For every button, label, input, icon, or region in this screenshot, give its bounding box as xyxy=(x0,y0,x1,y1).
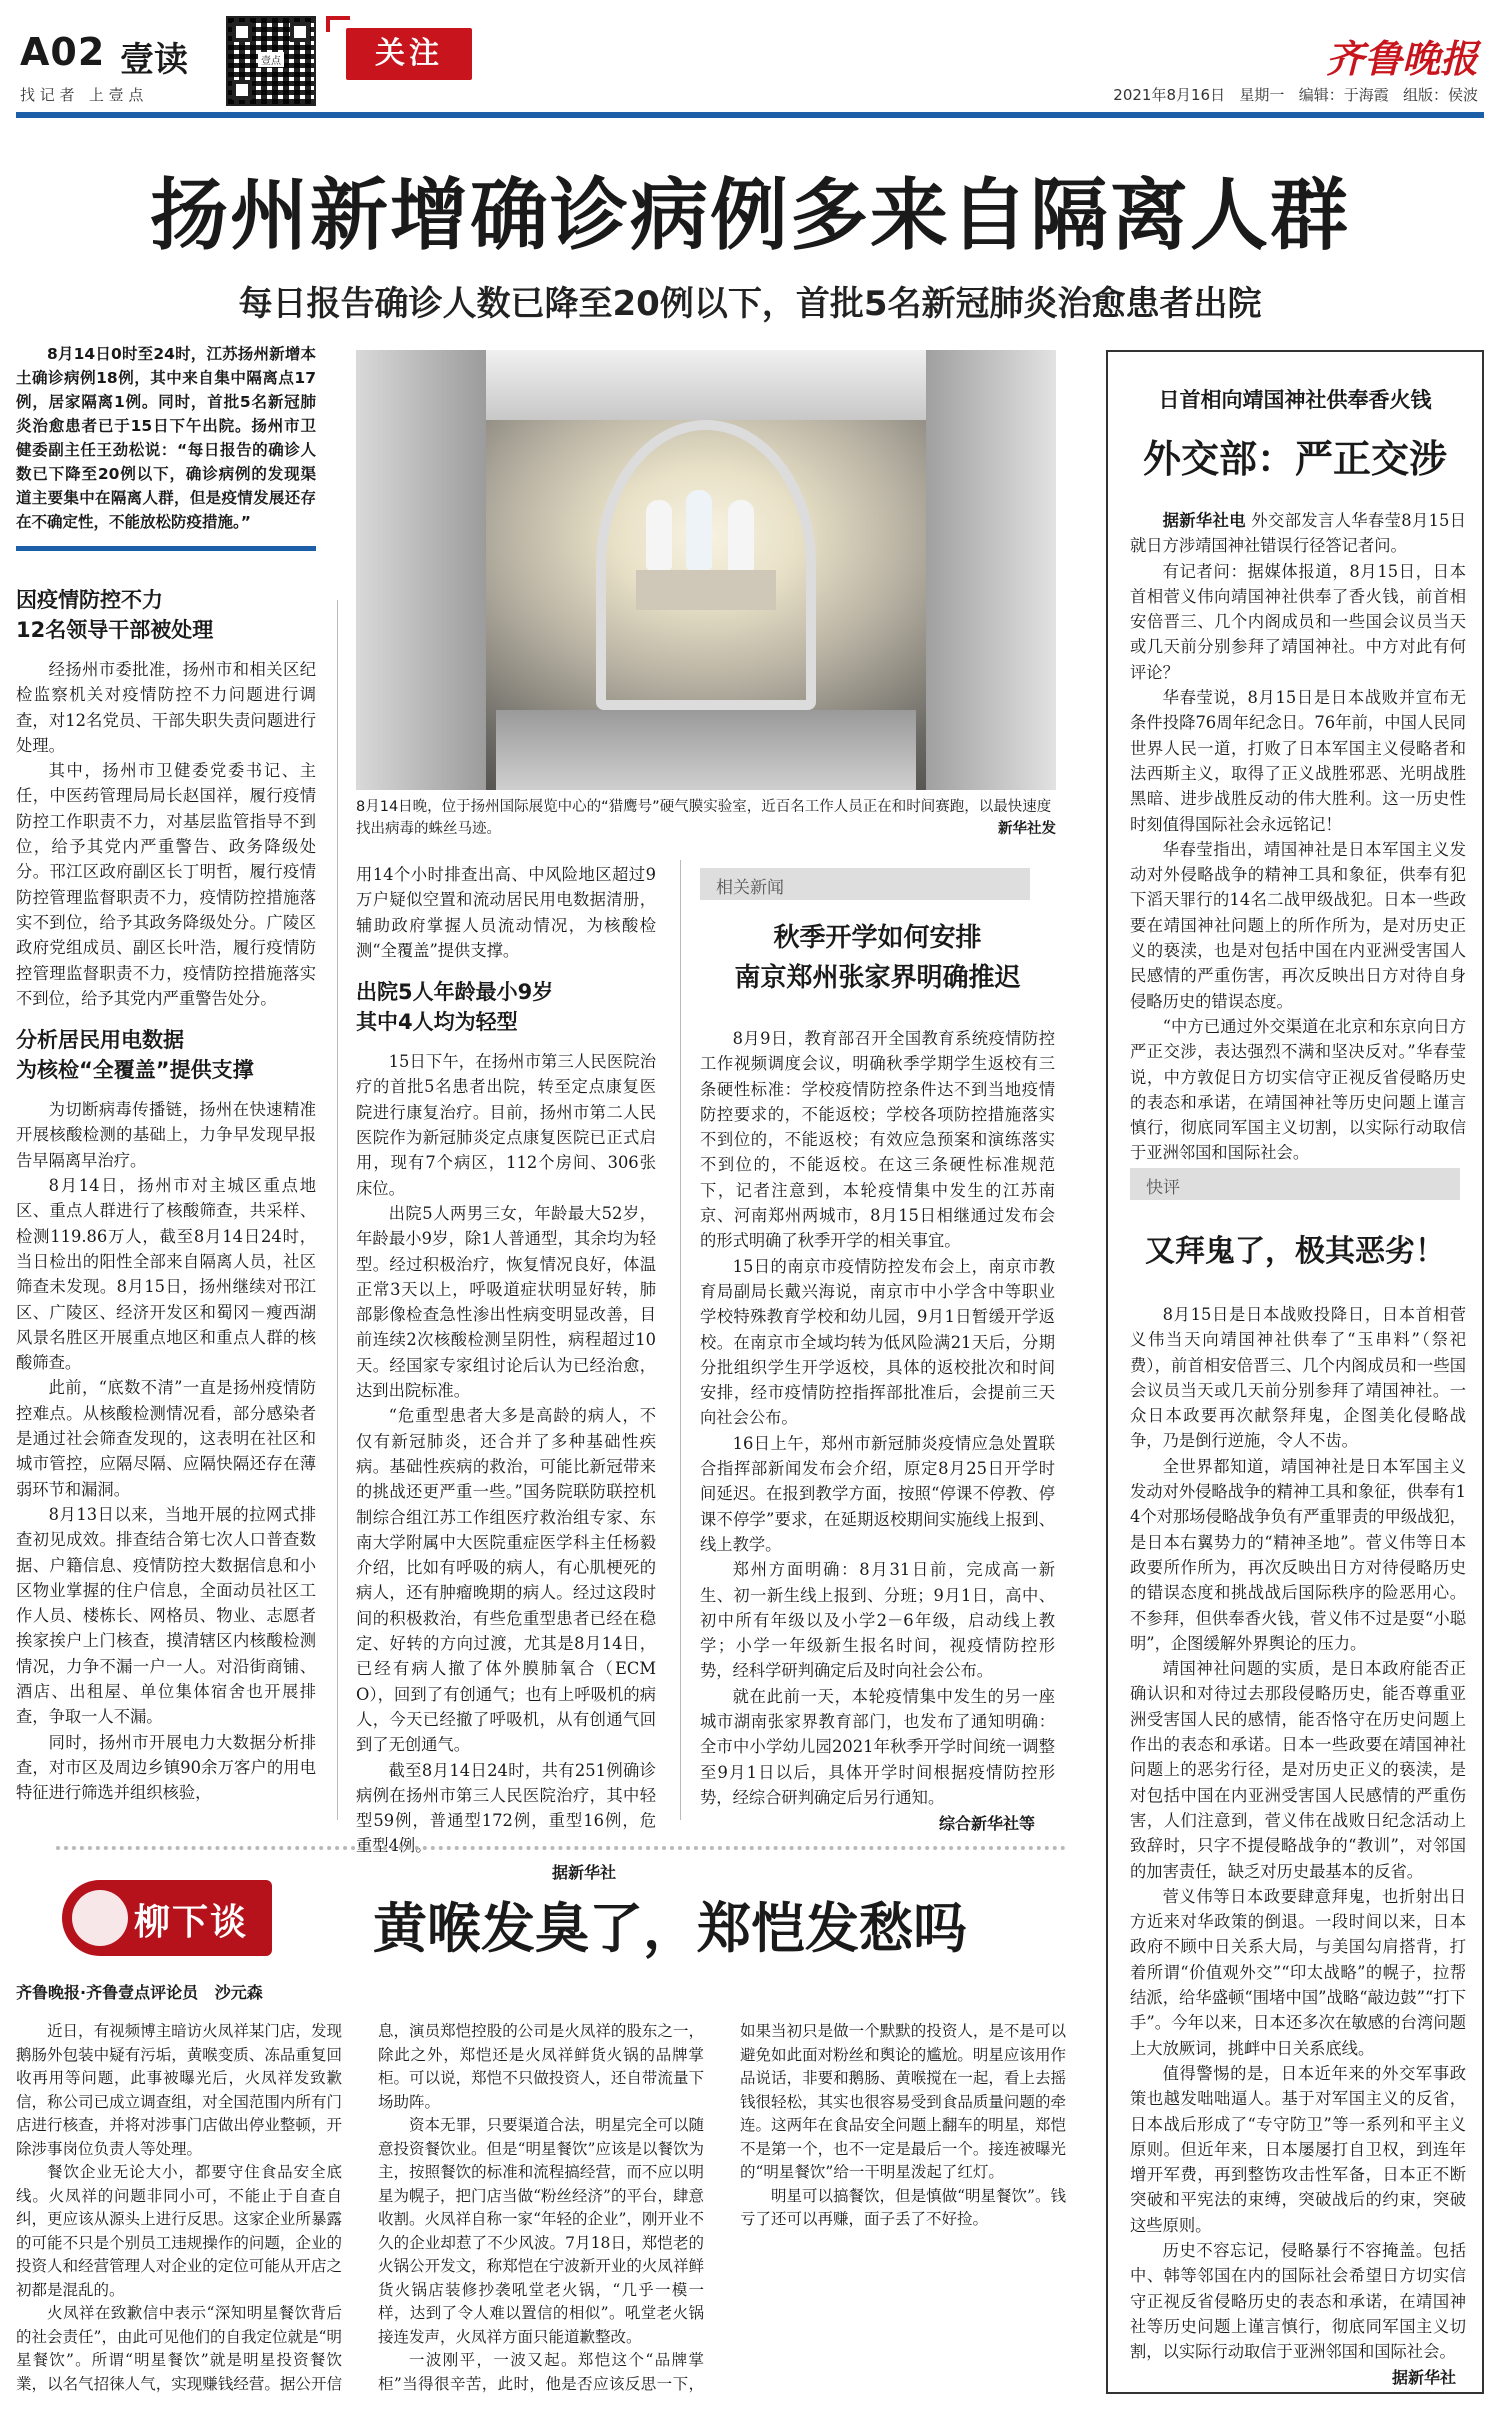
section-3-para: 15日下午，在扬州市第三人民医院治疗的首批5名患者出院，转至定点康复医院进行康复治疗。目前，扬州市第二人民医院作为新冠肺炎定点康复医院已正式启用，现有7个病区，112个房间、306张床位。 xyxy=(356,1052,656,1198)
related-news-tag xyxy=(700,868,1030,900)
column-body xyxy=(16,2020,1066,2400)
column-para: 餐饮企业无论大小，都要守住食品安全底线。火凤祥的问题非同小可，不能止于自查自纠，更应该从源头上进行反思。这家企业所暴露的可能不只是个别员工违规操作的问题，企业的投资人和经营管理人对企业的定位可能从开店之初都是混乱的。 xyxy=(16,2163,342,2299)
section-2-para: 为切断病毒传播链，扬州在快速精准开展核酸检测的基础上，力争早发现早报告早隔离早治疗。 xyxy=(16,1100,316,1170)
section-2-para: 8月14日，扬州市对主城区重点地区、重点人群进行了核酸筛查，共采样、检测119.86万人，截至8月14日24时，当日检出的阳性全部来自隔离人员，社区筛查未发现。8月15日，扬州继续对邗江区、广陵区、经济开发区和蜀冈－瘦西湖风景名胜区开展重点地区和重点人群的核酸筛查。 xyxy=(16,1176,316,1373)
page-header xyxy=(0,0,1500,118)
column-para: 火凤祥在致歉信中表示“深知明星餐饮背后的社会责任”，由此可见他们的自我定位就是“明星餐饮”。所谓“明星餐饮”就是明星投资餐饮業，以名气招徕人气，实现赚钱经营。据公开信息，演员郑恺控股的公司是火凤祥的股东之一，除此之外，郑恺还是火凤祥鲜货火锅的品牌掌柜。可以说，郑恺不只做投资人，还自带流量下场助阵。 xyxy=(16,2022,704,2393)
sidebar-title: 外交部：严正交涉 xyxy=(1142,437,1447,481)
lead-subheadline: 每日报告确诊人数已降至20例以下，首批5名新冠肺炎治愈患者出院 xyxy=(238,284,1262,324)
related-para: 就在此前一天，本轮疫情集中发生的另一座城市湖南张家界教育部门，也发布了通知明确：全市中小学幼儿园2021年秋季开学时间统一调整至9月1日以后，具体开学时间根据疫情防控形势，经综合研判确定后另行通知。 xyxy=(700,1686,1055,1807)
lead-column-2 xyxy=(356,862,656,1882)
tab-text: 关注 xyxy=(375,36,443,71)
column-logo xyxy=(62,1880,272,1956)
related-news-body xyxy=(700,1026,1055,1834)
column-2-continued: 用14个小时排查出高、中风险地区超过9万户疑似空置和流动居民用电数据清册，辅助政府掌握人员流动情况，为核酸检测“全覆盖”提供支撑。 xyxy=(356,865,656,960)
header-rule xyxy=(16,112,1484,118)
column-para: 明星可以搞餐饮，但是慎做“明星餐饮”。钱亏了还可以再赚，面子丢了不好捡。 xyxy=(740,2186,1066,2228)
lead-headline: 扬州新增确诊病例多来自隔离人群 xyxy=(149,171,1350,261)
photo-caption-text: 8月14日晚，位于扬州国际展览中心的“猎鹰号”硬气膜实验室，近百名工作人员正在和时间赛跑，以最快速度找出病毒的蛛丝马迹。 xyxy=(356,799,1052,837)
section-1-para: 经扬州市委批准，扬州市和相关区纪检监察机关对疫情防控不力问题进行调查，对12名党员、干部失职失责问题进行处理。 xyxy=(16,660,316,755)
opinion-credit: 据新华社 xyxy=(1391,2368,1456,2388)
opinion-para: 值得警惕的是，日本近年来的外交军事政策也越发咄咄逼人。基于对军国主义的反省，日本战后形成了“专守防卫”等一系列和平主义原则。但近年来，日本屡屡打自卫权，到连年增开军费，再到整饬攻击性军备，日本正不断突破和平宪法的束缚，突破战后的约束，突破这些原则。 xyxy=(1130,2063,1466,2235)
section-3-para: 出院5人两男三女，年龄最大52岁，年龄最小9岁，除1人普通型，其余均为轻型。经过积极治疗，恢复情况良好，体温正常3天以上，呼吸道症状明显好转，肺部影像检查急性渗出性病变明显改善，目前连续2次核酸检测呈阴性，病程超过10天。经国家专家组讨论后认为已经治愈，达到出院标准。 xyxy=(356,1203,656,1401)
column-byline: 齐鲁晚报·齐鲁壹点评论员 沙元森 xyxy=(16,1983,263,2002)
photo-credit: 新华社发 xyxy=(998,821,1056,837)
related-para: 15日的南京市疫情防控发布会上，南京市教育局副局长戴兴海说，南京市中小学含中等职业学校特殊教育学校和幼儿园，9月1日暂缓开学返校。在南京市全域均转为低风险满21天后，分期分批组织学生开学返校，具体的返校批次和时间安排，经市疫情防控指挥部批准后，会提前三天向社会公布。 xyxy=(700,1256,1055,1428)
column-divider xyxy=(680,860,681,1820)
related-para: 16日上午，郑州市新冠肺炎疫情应急处置联合指挥部新闻发布会介绍，原定8月25日开学时间延迟。在报到教学方面，按照“停课不停教、停课不停学”要求，在延期返校期间实施线上报到、线上教学。 xyxy=(700,1433,1055,1554)
qr-label: 壹点 xyxy=(258,52,284,67)
column-para: 一波刚平，一波又起。郑恺这个“品牌掌柜”当得很辛苦，此时，他是否应该反思一下，如果当初只是做一个默默的投资人，是不是可以避免如此面对粉丝和舆论的尴尬。明星应该用作品说话，非要和鹅肠、黄喉搅在一起，看上去摇钱很轻松，其实也很容易受到食品质量问题的牵连。这两年在食品安全问题上翻车的明星，郑恺不是第一个，也不一定是最后一个。接连被曝光的“明星餐饮”给一干明星泼起了红灯。 xyxy=(378,2022,1066,2393)
opinion-para: 菅义伟等日本政要肆意拜鬼，也折射出日方近来对华政策的倒退。一段时间以来，日本政府不顾中日关系大局，与美国勾肩搭背，打着所谓“价值观外交”“印太战略”的幌子，拉帮结派，给华盛顿“围堵中国”战略“敲边鼓”“打下手”。今年以来，日本还多次在敏感的台湾问题上大放厥词，挑衅中日关系底线。 xyxy=(1130,1886,1466,2058)
related-para: 郑州方面明确：8月31日前，完成高一新生、初一新生线上报到、分班；9月1日，高中、初中所有年级以及小学2－6年级，启动线上教学；小学一年级新生报名时间，视疫情防控形势，经科学研判确定后及时向社会公布。 xyxy=(700,1560,1055,1681)
intro-rule xyxy=(16,546,316,551)
column-logo-text: 柳下谈 xyxy=(134,1902,249,1943)
section-3-title: 出院5人年龄最小9岁 其中4人均为轻型 xyxy=(356,980,554,1035)
sidebar-para: “中方已通过外交渠道在北京和东京向日方严正交涉，表达强烈不满和坚决反对。”华春莹说，中方敦促日方切实信守正视反省侵略历史的表态和承诺，在靖国神社等历史问题上谨言慎行，彻底同军国主义切割，以实际行动取信于亚洲邻国和国际社会。 xyxy=(1130,1016,1466,1163)
opinion-title: 又拜鬼了，极其恶劣！ xyxy=(1145,1234,1445,1269)
related-para: 8月9日，教育部召开全国教育系统疫情防控工作视频调度会议，明确秋季学期学生返校有三条硬性标准：学校疫情防控条件达不到当地疫情防控要求的，不能返校；学校各项防控措施落实不到位的，不能返校；有效应急预案和演练落实不到位的，不能返校。在这三条硬性标准规范下，记者注意到，本轮疫情集中发生的江苏南京、河南郑州两城市，8月15日相继通过发布会的形式明确了秋季开学的相关事宜。 xyxy=(700,1029,1055,1251)
opinion-tag xyxy=(1130,1168,1460,1200)
sidebar-para xyxy=(1130,508,1466,559)
section-name: 壹读 xyxy=(120,40,188,80)
section-3-para: “危重型患者大多是高龄的病人，不仅有新冠肺炎，还合并了多种基础性疾病。基础性疾病的救治，可能比新冠带来的挑战还更严重一些。”国务院联防联控机制综合组江苏工作组医疗救治组专家、东南大学附属中大医院重症医学科主任杨毅介绍，比如有呼吸的病人，有心肌梗死的病人，还有肿瘤晚期的病人。经过这段时间的积极救治，有些危重型患者已经在稳定、好转的方向过渡，尤其是8月14日，已经有病人撤了体外膜肺氧合（ECMO），回到了有创通气；也有上呼吸机的病人，今天已经撤了呼吸机，从有创通气回到了无创通气。 xyxy=(356,1406,656,1755)
lead-photo xyxy=(356,350,1056,790)
sidebar-para: 华春莹指出，靖国神社是日本军国主义发动对外侵略战争的精神工具和象征，供奉有犯下滔天罪行的14名二战甲级战犯。日本一些政要在靖国神社问题上的所作所为，是对历史正义的亵渎，也是对包括中国在内亚洲受害国人民感情的严重伤害，再次反映出日方对待自身侵略历史的错误态度。 xyxy=(1130,839,1466,1011)
sidebar-para: 华春莹说，8月15日是日本战败并宣布无条件投降76周年纪念日。76年前，中国人民同世界人民一道，打败了日本军国主义侵略者和法西斯主义，取得了正义战胜邪恶、光明战胜黑暗、进步战胜反动的伟大胜利。这一历史性时刻值得国际社会永远铭记！ xyxy=(1130,688,1466,834)
opinion-body xyxy=(1130,1302,1466,2390)
column-para: 近日，有视频博主暗访火凤祥某门店，发现鹅肠外包装中疑有污垢，黄喉变质、冻品重复回收再用等问题，此事被曝光后，火凤祥发致歉信，称公司已成立调查组，对全国范围内所有门店进行核查，并将对涉事门店做出停业整顿，开除涉事岗位负责人等处理。 xyxy=(16,2022,342,2158)
column-para: 资本无罪，只要渠道合法，明星完全可以随意投资餐饮业。但是“明星餐饮”应该是以餐饮为主，按照餐饮的标准和流程搞经营，而不应以明星为幌子，把门店当做“粉丝经济”的平台，肆意收割。火凤祥自称一家“年轻的企业”，刚开业不久的企业却惹了不少风波。7月18日，郑恺老的火锅公开发文，称郑恺在宁波新开业的火凤祥鲜货火锅店装修抄袭吼堂老火锅，“几乎一模一样，达到了令人难以置信的相似”。吼堂老火锅接连发声，火凤祥方面只能道歉整改。 xyxy=(378,2116,704,2346)
opinion-para: 8月15日是日本战败投降日，日本首相菅义伟当天向靖国神社供奉了“玉串料”（祭祀费），前首相安倍晋三、几个内阁成员和一些国会议员当天或几天前分别参拜了靖国神社。一众日本政要再次献祭拜鬼，企图美化侵略战争，乃是倒行逆施，令人不齿。 xyxy=(1130,1305,1466,1451)
sidebar-byline: 据新华社电 xyxy=(1162,511,1246,530)
related-news-title: 秋季开学如何安排 南京郑州张家界明确推迟 xyxy=(734,923,1021,993)
column-headline: 黄喉发臭了，郑恺发愁吗 xyxy=(373,1897,967,1960)
section-2-title: 分析居民用电数据 为核检“全覆盖”提供支撑 xyxy=(16,1028,254,1083)
section-3-para: 截至8月14日24时，共有251例确诊病例在扬州市第三人民医院治疗，其中轻型59例，普通型172例，重型16例，危重型4例。 xyxy=(356,1760,656,1856)
opinion-para: 历史不容忘记，侵略暴行不容掩盖。包括中、韩等邻国在内的国际社会希望日方切实信守正视反省侵略历史的表态和承诺，在靖国神社等历史问题上谨言慎行，彻底同军国主义切割，以实际行动取信于亚洲邻国和国际社会。 xyxy=(1130,2240,1466,2362)
opinion-tag-text: 快评 xyxy=(1146,1178,1180,1198)
page-number: A02 xyxy=(20,30,106,74)
section-1-para: 其中，扬州市卫健委党委书记、主任，中医药管理局局长赵国祥，履行疫情防控工作职责不力，对基层监管指导不到位，给予其党内严重警告、政务降级处分。邗江区政府副区长丁明哲，履行疫情防控管理监督职责不力，疫情防控措施落实不到位，给予其政务降级处分。广陵区政府党组成员、副区长叶浩，履行疫情防控管理监督职责不力，疫情防控措施落实不到位，给予其党内严重警告处分。 xyxy=(16,761,316,1008)
sidebar-kicker: 日首相向靖国神社供奉香火钱 xyxy=(1158,388,1432,412)
header-slogan: 找 记 者 上 壹 点 xyxy=(20,86,144,104)
section-2-para: 同时，扬州市开展电力大数据分析排查，对市区及周边乡镇90余万客户的用电特征进行筛选并组织核验， xyxy=(16,1732,316,1803)
sidebar-lead-text: 外交部发言人华春莹8月15日就日方涉靖国神社错误行径答记者问。 xyxy=(1130,511,1466,556)
paper-name-logo: 齐鲁晚报 xyxy=(1325,36,1478,81)
column-top-rule xyxy=(56,1846,1066,1850)
related-news-tag-text: 相关新闻 xyxy=(716,878,784,898)
date-line: 2021年8月16日 星期一 编辑：于海霞 组版：侯波 xyxy=(1113,86,1478,104)
photo-caption xyxy=(356,796,1056,840)
qr-code[interactable] xyxy=(226,16,316,106)
lead-intro: 8月14日0时至24时，江苏扬州新增本土确诊病例18例，其中来自集中隔离点17例，居家隔离1例。同时，首批5名新冠肺炎治愈患者已于15日下午出院。扬州市卫健委副主任王劲松说：“每日报告的确诊人数已下降至20例以下，确诊病例的发现渠道主要集中在隔离人群，但是疫情发展还存在不确定性，不能放松防疫措施。” xyxy=(16,345,316,531)
sidebar-para: 有记者问：据媒体报道，8月15日，日本首相菅义伟向靖国神社供奉了香火钱，前首相安倍晋三、几个内阁成员和一些国会议员当天或几天前分别参拜了靖国神社。中方对此有何评论？ xyxy=(1130,561,1466,682)
column-divider xyxy=(337,600,338,1820)
lead-column-1 xyxy=(16,342,316,1817)
opinion-para: 靖国神社问题的实质，是日本政府能否正确认识和对待过去那段侵略历史，能否尊重亚洲受害国人民的感情，能否恪守在历史问题上作出的表态和承诺。日本一些政要在靖国神社问题上的恶劣行径，是对历史正义的亵渎，是对包括中国在内亚洲受害国人民感情的严重伤害，人们注意到，菅义伟在战败日纪念活动上致辞时，只字不提侵略战争的“教训”，对邻国的加害责任，缺乏对历史最基本的反省。 xyxy=(1130,1659,1466,1881)
lead-credit: 据新华社 xyxy=(551,1862,616,1882)
tab-label xyxy=(346,28,472,80)
opinion-para: 全世界都知道，靖国神社是日本军国主义发动对外侵略战争的精神工具和象征，供奉有14个对那场侵略战争负有严重罪责的甲级战犯，是日本右翼势力的“精神圣地”。菅义伟等日本政要所作所为，再次反映出日方对待侵略历史的错误态度和挑战战后国际秩序的险恶用心。不参拜，但供奉香火钱，菅义伟不过是耍“小聪明”，企图缓解外界舆论的压力。 xyxy=(1130,1456,1466,1653)
section-2-para: 8月13日以来，当地开展的拉网式排查初见成效。排查结合第七次人口普查数据、户籍信息、疫情防控大数据信息和小区物业掌握的住户信息，全面动员社区工作人员、楼栋长、网格员、物业、志愿者挨家挨户上门核查，摸清辖区内核酸检测情况，力争不漏一户一人。对沿街商铺、酒店、出租屋、单位集体宿舍也开展排查，争取一人不漏。 xyxy=(16,1504,316,1727)
section-2-para: 此前，“底数不清”一直是扬州疫情防控难点。从核酸检测情况看，部分感染者是通过社会筛查发现的，这表明在社区和城市管控，应隔尽隔、应隔快隔还存在薄弱环节和漏洞。 xyxy=(16,1378,316,1499)
related-credit: 综合新华社等 xyxy=(938,1814,1035,1834)
sidebar-body xyxy=(1130,508,1466,1163)
section-1-title: 因疫情防控不力 12名领导干部被处理 xyxy=(16,588,214,642)
